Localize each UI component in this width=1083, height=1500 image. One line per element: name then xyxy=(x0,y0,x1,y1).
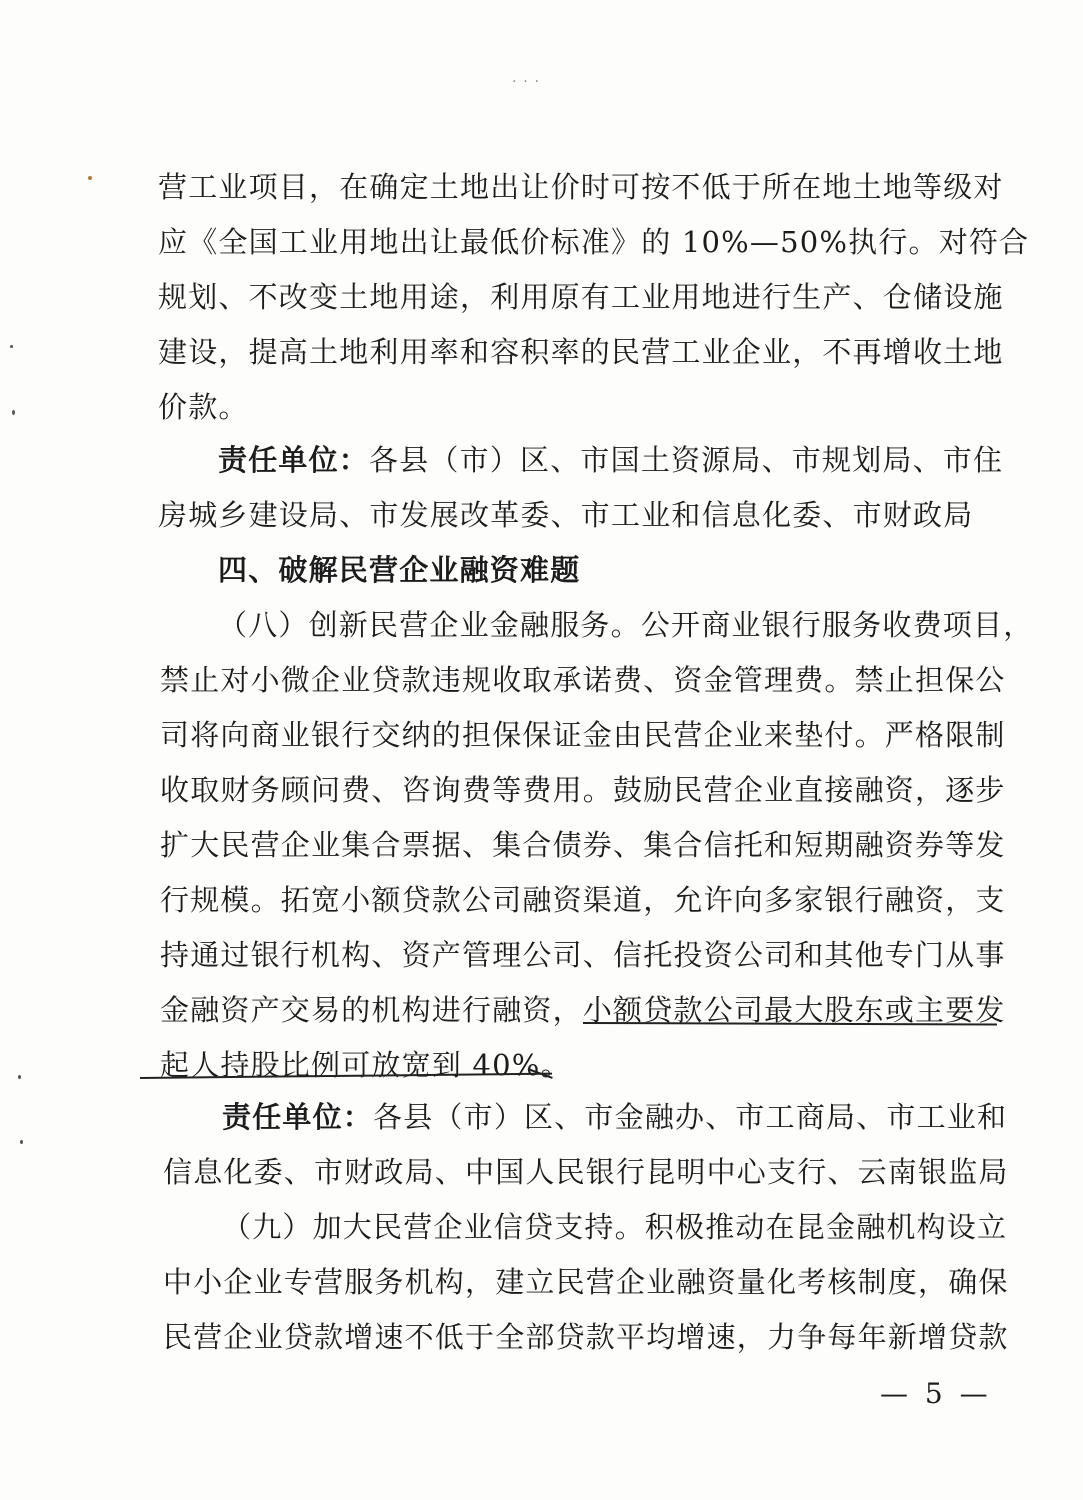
section-heading: 四、破解民营企业融资难题 xyxy=(218,553,581,587)
responsibility-text: 各县（市）区、市金融办、市工商局、市工业和 xyxy=(373,1100,1008,1134)
paragraph-line: 持通过银行机构、资产管理公司、信托投资公司和其他专门从事 xyxy=(160,938,1006,972)
scan-speck xyxy=(12,410,15,415)
responsibility-label: 责任单位： xyxy=(218,443,370,477)
paragraph-line: 行规模。拓宽小额贷款公司融资渠道，允许向多家银行融资，支 xyxy=(160,883,1006,917)
page-number: — 5 — xyxy=(880,1377,992,1410)
paragraph-line: 应《全国工业用地出让最低价标准》的 10%—50%执行。对符合 xyxy=(158,225,1030,259)
paragraph-line: 扩大民营企业集合票据、集合债券、集合信托和短期融资券等发 xyxy=(160,828,1006,862)
underlined-text: 小额贷款公司最大股东或主要发 xyxy=(582,993,1006,1027)
responsibility-label: 责任单位： xyxy=(222,1100,374,1134)
responsibility-line xyxy=(222,1097,1007,1137)
paragraph-line: 规划、不改变土地用途，利用原有工业用地进行生产、仓储设施 xyxy=(158,280,1004,314)
paragraph-line: 司将向商业银行交纳的担保保证金由民营企业来垫付。严格限制 xyxy=(160,718,1006,752)
scan-speck xyxy=(88,176,92,180)
paragraph-line: 中小企业专营服务机构，建立民营企业融资量化考核制度，确保 xyxy=(163,1265,1009,1299)
responsibility-line: 房城乡建设局、市发展改革委、市工业和信息化委、市财政局 xyxy=(158,498,974,532)
paragraph-line: 价款。 xyxy=(158,390,249,424)
responsibility-text: 各县（市）区、市国土资源局、市规划局、市住 xyxy=(369,443,1004,477)
scan-speck xyxy=(18,1075,21,1079)
underlined-text: 起人持股比例可放宽到 40%。 xyxy=(160,1048,571,1082)
paragraph-line: 建设，提高土地利用率和容积率的民营工业企业，不再增收土地 xyxy=(158,335,1004,369)
scan-speck xyxy=(10,345,13,348)
paragraph-text: 金融资产交易的机构进行融资， xyxy=(160,993,583,1027)
responsibility-line: 信息化委、市财政局、中国人民银行昆明中心支行、云南银监局 xyxy=(163,1155,1009,1189)
scan-speck xyxy=(20,1140,23,1144)
header-mark: . . . xyxy=(512,70,541,86)
paragraph-line: （九）加大民营企业信贷支持。积极推动在昆金融机构设立 xyxy=(222,1210,1008,1244)
paragraph-line: 禁止对小微企业贷款违规收取承诺费、资金管理费。禁止担保公 xyxy=(160,663,1006,697)
paragraph-line: 营工业项目，在确定土地出让价时可按不低于所在地土地等级对 xyxy=(158,170,1004,204)
paragraph-line: 民营企业贷款增速不低于全部贷款平均增速，力争每年新增贷款 xyxy=(163,1320,1009,1354)
paragraph-line: 收取财务顾问费、咨询费等费用。鼓励民营企业直接融资，逐步 xyxy=(160,773,1006,807)
paragraph-line xyxy=(160,1045,571,1085)
paragraph-line: （八）创新民营企业金融服务。公开商业银行服务收费项目， xyxy=(218,608,1034,642)
responsibility-line xyxy=(218,440,1003,480)
